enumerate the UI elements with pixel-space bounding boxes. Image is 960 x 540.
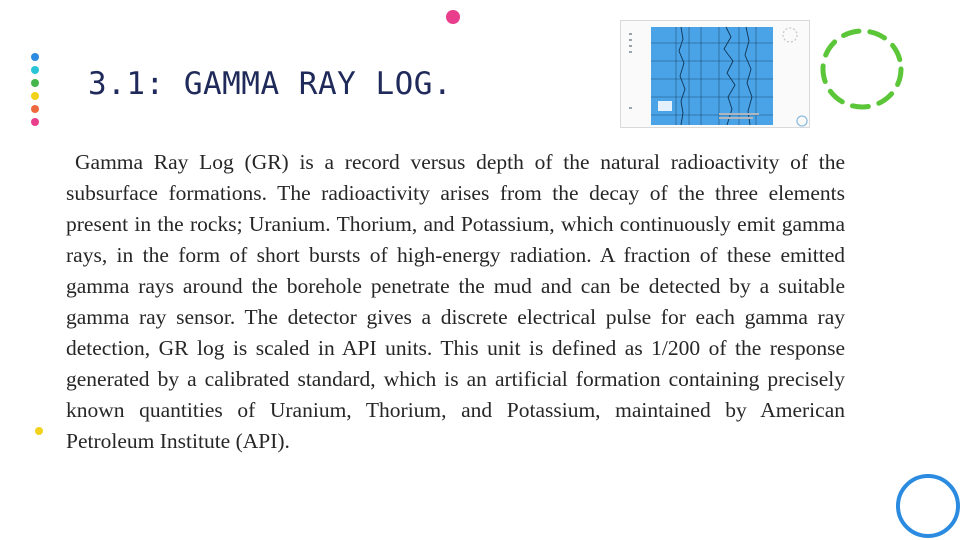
blue-ring-icon [890, 470, 960, 540]
slide-title: 3.1: GAMMA RAY LOG. [88, 66, 453, 102]
yellow-dot-icon [35, 427, 43, 435]
orange-dot-icon [31, 105, 39, 113]
cyan-dot-icon [31, 66, 39, 74]
pink-dot-icon [31, 118, 39, 126]
blue-dot-icon [31, 53, 39, 61]
green-dot-icon [31, 79, 39, 87]
well-log-chart-icon [621, 21, 811, 129]
well-log-chart-image [620, 20, 810, 128]
green-dashed-ring-icon [816, 24, 908, 114]
body-paragraph: Gamma Ray Log (GR) is a record versus depth of the natural radioactivity of the subsurface formations. The radioactivity arises from the decay of the three elements present in the rocks; Uranium. Thorium, and Potassium, which continuously emit gamma rays, in the form of short bursts of high-energy radiation. A fraction of these emitted gamma rays around the borehole penetrate the mud and can be detected by a suitable gamma ray sensor. The detector gives a discrete electrical pulse for each gamma ray detection, GR log is scaled in API units. This unit is defined as 1/200 of the response generated by a calibrated standard, which is an artificial formation containing precisely known quantities of Uranium, Thorium, and Potassium, maintained by American Petroleum Institute (API). [66, 150, 845, 453]
yellow-dot-icon [31, 92, 39, 100]
body-text [66, 147, 845, 457]
pink-dot-icon [446, 10, 460, 24]
